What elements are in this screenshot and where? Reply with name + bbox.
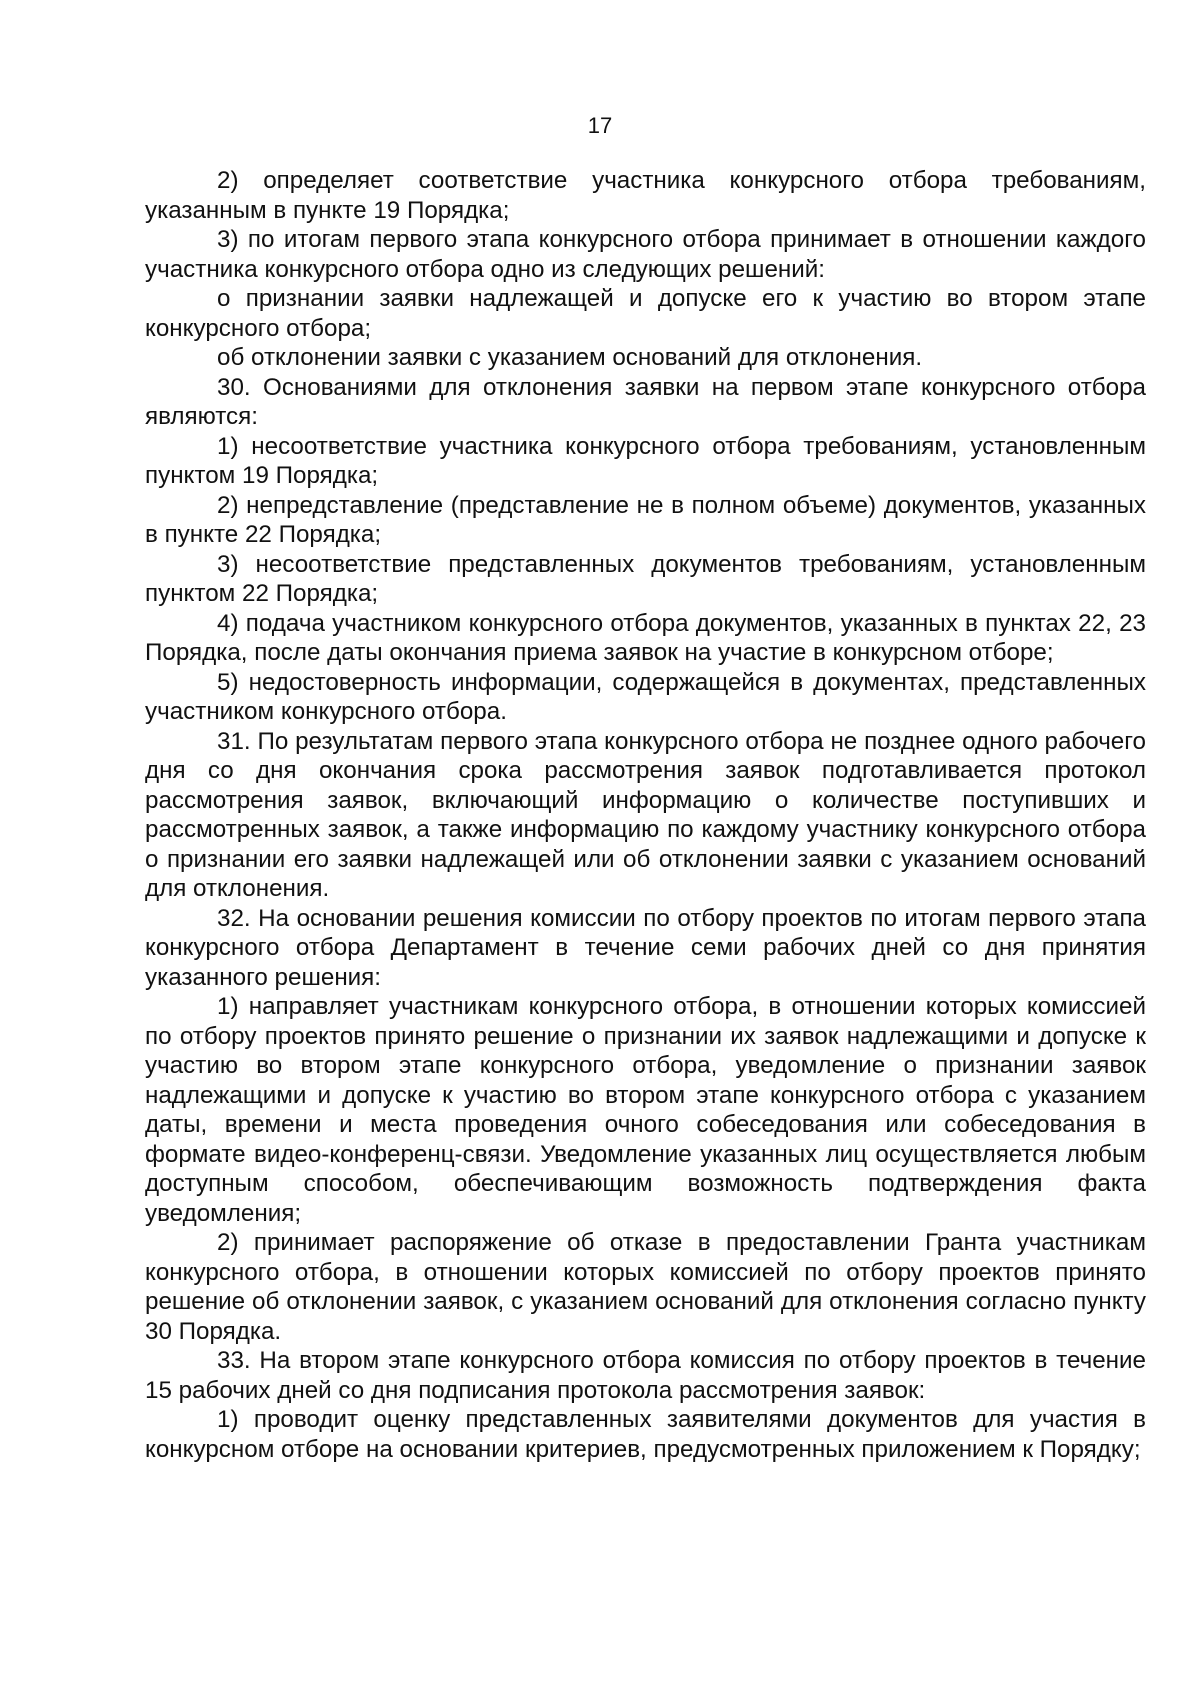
- paragraph-30: 30. Основаниями для отклонения заявки на первом этапе конкурсного отбора являются:: [145, 373, 1146, 430]
- paragraph-29-item-3: 3) по итогам первого этапа конкурсного отбора принимает в отношении каждого участника конкурсного отбора одно из следующих решений:: [145, 226, 1146, 283]
- paragraph-decision-reject: об отклонении заявки с указанием оснований для отклонения.: [217, 344, 923, 371]
- paragraph-33-item-1: 1) проводит оценку представленных заявителями документов для участия в конкурсном отборе на основании критериев, предусмотренных приложением к Порядку;: [145, 1406, 1146, 1463]
- paragraph-30-item-4: 4) подача участником конкурсного отбора документов, указанных в пунктах 22, 23 Порядка, после даты окончания приема заявок на участие в конкурсном отборе;: [145, 609, 1146, 666]
- paragraph-decision-accept: о признании заявки надлежащей и допуске его к участию во втором этапе конкурсного отбора;: [145, 285, 1146, 342]
- paragraph-32-item-2: 2) принимает распоряжение об отказе в предоставлении Гранта участникам конкурсного отбора, в отношении которых комиссией по отбору проектов принято решение об отклонении заявок, с указанием оснований для отклонения согласно пункту 30 Порядка.: [145, 1229, 1146, 1345]
- paragraph-30-item-3: 3) несоответствие представленных документов требованиям, установленным пунктом 22 Порядка;: [145, 550, 1146, 607]
- page-number: 17: [587, 113, 613, 138]
- paragraph-30-item-2: 2) непредставление (представление не в полном объеме) документов, указанных в пункте 22 Порядка;: [145, 491, 1146, 548]
- document-body: [145, 166, 1146, 1464]
- paragraph-32: 32. На основании решения комиссии по отбору проектов по итогам первого этапа конкурсного отбора Департамент в течение семи рабочих дней со дня принятия указанного решения:: [145, 904, 1146, 991]
- paragraph-30-item-1: 1) несоответствие участника конкурсного отбора требованиям, установленным пунктом 19 Порядка;: [145, 432, 1146, 489]
- paragraph-33: 33. На втором этапе конкурсного отбора комиссия по отбору проектов в течение 15 рабочих дней со дня подписания протокола рассмотрения заявок:: [145, 1347, 1146, 1404]
- paragraph-30-item-5: 5) недостоверность информации, содержащейся в документах, представленных участником конкурсного отбора.: [145, 668, 1146, 725]
- paragraph-29-item-2: 2) определяет соответствие участника конкурсного отбора требованиям, указанным в пункте 19 Порядка;: [145, 167, 1146, 224]
- paragraph-31: 31. По результатам первого этапа конкурсного отбора не позднее одного рабочего дня со дня окончания срока рассмотрения заявок подготавливается протокол рассмотрения заявок, включающий информацию о количестве поступивших и рассмотренных заявок, а также информацию по каждому участнику конкурсного отбора о признании его заявки надлежащей или об отклонении заявки с указанием оснований для отклонения.: [145, 727, 1146, 902]
- paragraph-32-item-1: 1) направляет участникам конкурсного отбора, в отношении которых комиссией по отбору проектов принято решение о признании их заявок надлежащими и допуске к участию во втором этапе конкурсного отбора, уведомление о признании заявок надлежащими и допуске к участию во втором этапе конкурсного отбора с указанием даты, времени и места проведения очного собеседования или собеседования в формате видео-конференц-связи. Уведомление указанных лиц осуществляется любым доступным способом, обеспечивающим возможность подтверждения факта уведомления;: [145, 993, 1146, 1227]
